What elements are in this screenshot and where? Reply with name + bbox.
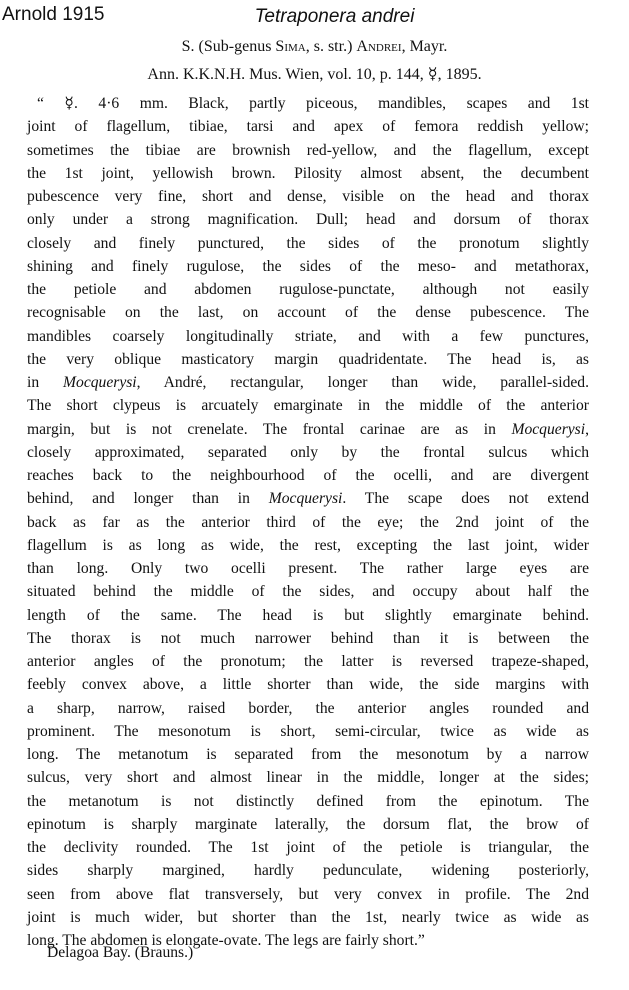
description-line: the 1st joint, yellowish brown. Pilosity almost absent, the decumbent [27, 164, 589, 182]
description-line: reaches back to the neighbourhood of the ocelli, and are divergent [27, 467, 589, 484]
taxon-heading [0, 38, 629, 56]
description-line: length of the same. The head is but slightly emarginate behind. [27, 606, 589, 624]
description-line: a sharp, narrow, raised border, the anterior angles rounded and [27, 699, 589, 717]
description-line: situated behind the middle of the sides, and occupy about half the [27, 583, 589, 601]
description-line: margin, but is not crenelate. The frontal carinae are as in Mocquerysi, [27, 420, 589, 438]
description-line: pubescence very fine, short and dense, visible on the head and thorax [27, 188, 589, 205]
description-line: anterior angles of the pronotum; the latter is reversed trapeze-shaped, [27, 653, 589, 670]
description-line: the very oblique masticatory margin quadridentate. The head is, as [27, 350, 589, 368]
citation: Ann. K.K.N.H. Mus. Wien, vol. 10, p. 144, ☿, 1895. [147, 66, 482, 83]
description-line: back as far as the anterior third of the eye; the 2nd joint of the [27, 513, 589, 531]
description-line: closely and finely punctured, the sides of the pronotum slightly [27, 234, 589, 252]
heading-middle: , s. str.) [305, 38, 357, 55]
description-line: mandibles coarsely longitudinally striate, and with a few punctures, [27, 327, 589, 345]
description-line: the declivity rounded. The 1st joint of the petiole is triangular, the [27, 839, 589, 856]
description-line: “ ☿. 4·6 mm. Black, partly piceous, mandibles, scapes and 1st [37, 95, 589, 112]
description-body [27, 92, 589, 952]
description-line: closely approximated, separated only by the frontal sulcus which [27, 443, 589, 461]
description-line: shining and finely rugulose, the sides of the meso- and metathorax, [27, 257, 589, 275]
genus-name: Mocquerysi [63, 374, 137, 391]
description-line: the metanotum is not distinctly defined from the epinotum. The [27, 792, 589, 810]
description-line: epinotum is sharply marginate laterally, the dorsum flat, the brow of [27, 815, 589, 833]
description-line: long. The abdomen is elongate-ovate. The legs are fairly short.” [27, 932, 425, 949]
genus-name: Mocquerysi [268, 490, 343, 508]
species-title: Tetraponera andrei [254, 6, 415, 27]
description-line: sides sharply margined, hardly pedunculate, widening posteriorly, [27, 862, 589, 880]
heading-prefix: S. (Sub-genus [181, 38, 276, 55]
description-line: The short clypeus is arcuately emarginate in the middle of the anterior [27, 397, 589, 415]
heading-suffix: , Mayr. [401, 38, 448, 55]
locality-line: Delagoa Bay. (Brauns.) [47, 944, 194, 961]
subgenus-name: Sima [275, 38, 306, 55]
description-line: sometimes the tibiae are brownish red-yellow, and the flagellum, except [27, 141, 589, 159]
description-line: only under a strong magnification. Dull; head and dorsum of thorax [27, 211, 589, 229]
description-line: than long. Only two ocelli present. The rather large eyes are [27, 560, 589, 577]
description-line: joint is much wider, but shorter than the 1st, nearly twice as wide as [27, 908, 589, 926]
description-line: The thorax is not much narrower behind than it is between the [27, 629, 589, 647]
description-line: the petiole and abdomen rugulose-punctate, although not easily [27, 281, 589, 298]
description-line: recognisable on the last, on account of the dense pubescence. The [27, 304, 589, 322]
description-line: long. The metanotum is separated from the mesonotum by a narrow [27, 746, 589, 763]
description-line: prominent. The mesonotum is short, semi-circular, twice as wide as [27, 722, 589, 740]
description-line: behind, and longer than in Mocquerysi. The scape does not extend [27, 490, 589, 508]
species-name: Andrei [356, 38, 402, 55]
description-line: feebly convex above, a little shorter than wide, the side margins with [27, 676, 589, 694]
description-line: sulcus, very short and almost linear in the middle, longer at the sides; [27, 769, 589, 787]
description-line: seen from above flat transversely, but very convex in profile. The 2nd [27, 885, 589, 903]
description-line: flagellum is as long as wide, the rest, excepting the last joint, wider [27, 536, 589, 554]
genus-name: Mocquerysi [511, 420, 586, 438]
description-line: in Mocquerysi, André, rectangular, longer than wide, parallel-sided. [27, 374, 589, 391]
author-year-label: Arnold 1915 [2, 4, 105, 25]
description-line: joint of flagellum, tibiae, tarsi and apex of femora reddish yellow; [27, 118, 589, 136]
